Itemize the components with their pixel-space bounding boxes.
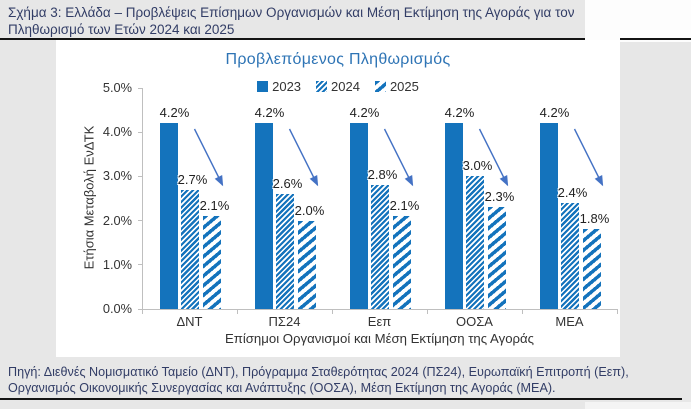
bar-2024-ΔΝΤ bbox=[181, 190, 199, 309]
bar-2024-Εεπ bbox=[371, 185, 389, 309]
bar-2024-ΜΕΑ bbox=[561, 203, 579, 309]
category-label-ΠΣ24: ΠΣ24 bbox=[268, 314, 301, 329]
value-label-2025-Εεπ: 2.1% bbox=[389, 198, 420, 214]
bar-2023-Εεπ bbox=[350, 123, 368, 309]
y-tick bbox=[138, 132, 142, 133]
caption-rule-right-segment bbox=[620, 38, 691, 40]
chart-panel bbox=[56, 40, 620, 357]
trend-arrow-ΜΕΑ bbox=[575, 129, 603, 185]
bar-2025-ΜΕΑ bbox=[583, 229, 601, 309]
value-label-2024-ΜΕΑ: 2.4% bbox=[557, 184, 588, 200]
bar-2025-ΠΣ24 bbox=[298, 221, 316, 309]
top-right-white-patch bbox=[585, 0, 691, 42]
y-tick-label: 4.0% bbox=[102, 124, 132, 140]
value-label-2024-ΔΝΤ: 2.7% bbox=[177, 171, 208, 187]
y-tick-label: 1.0% bbox=[102, 256, 132, 272]
y-tick-label: 0.0% bbox=[102, 301, 132, 316]
category-label-ΔΝΤ: ΔΝΤ bbox=[176, 314, 203, 329]
value-label-2024-ΠΣ24: 2.6% bbox=[272, 176, 303, 192]
bar-2025-Εεπ bbox=[393, 216, 411, 309]
category-label-ΜΕΑ: ΜΕΑ bbox=[555, 314, 584, 329]
bottom-right-patch bbox=[585, 402, 691, 409]
value-label-2023-Εεπ: 4.2% bbox=[349, 105, 380, 121]
value-label-2023-ΜΕΑ: 4.2% bbox=[539, 105, 570, 121]
bar-2024-ΠΣ24 bbox=[276, 194, 294, 309]
trend-arrow-ΟΟΣΑ bbox=[480, 129, 508, 185]
value-label-2024-ΟΟΣΑ: 3.0% bbox=[462, 158, 493, 174]
bar-2023-ΔΝΤ bbox=[160, 123, 178, 309]
legend-label-2023: 2023 bbox=[272, 79, 302, 94]
bar-2024-ΟΟΣΑ bbox=[466, 176, 484, 309]
y-tick bbox=[138, 88, 142, 89]
bar-2023-ΟΟΣΑ bbox=[445, 123, 463, 309]
bar-2025-ΔΝΤ bbox=[203, 216, 221, 309]
value-label-2025-ΠΣ24: 2.0% bbox=[294, 202, 325, 218]
value-label-2025-ΜΕΑ: 1.8% bbox=[579, 211, 610, 227]
x-axis-title: Επίσημοι Οργανισμοί και Μέση Εκτίμηση της Αγοράς bbox=[224, 331, 535, 346]
bar-2025-ΟΟΣΑ bbox=[488, 207, 506, 309]
figure-caption-line2: Πληθωρισμό των Ετών 2024 και 2025 bbox=[8, 22, 235, 37]
y-tick bbox=[138, 176, 142, 177]
y-tick bbox=[138, 220, 142, 221]
legend-label-2025: 2025 bbox=[389, 79, 419, 94]
source-note-line1: Πηγή: Διεθνές Νομισματικό Ταμείο (ΔΝΤ), Πρόγραμμα Σταθερότητας 2024 (ΠΣ24), Ευρωπαϊκή Επιτροπή (Εεπ), bbox=[8, 365, 629, 379]
value-label-2024-Εεπ: 2.8% bbox=[367, 167, 398, 183]
y-axis-title: Ετήσια Μεταβολή ΕνΔΤΚ bbox=[81, 125, 97, 270]
bar-2023-ΠΣ24 bbox=[255, 123, 273, 309]
bar-2023-ΜΕΑ bbox=[540, 123, 558, 309]
legend-label-2024: 2024 bbox=[331, 79, 360, 94]
y-tick-label: 2.0% bbox=[102, 212, 132, 228]
category-label-ΟΟΣΑ: ΟΟΣΑ bbox=[456, 314, 493, 329]
y-tick bbox=[138, 264, 142, 265]
value-label-2023-ΔΝΤ: 4.2% bbox=[159, 105, 190, 121]
value-label-2025-ΔΝΤ: 2.1% bbox=[199, 198, 230, 214]
source-note bbox=[0, 362, 682, 400]
source-note-line2: Οργανισμός Οικονομικής Συνεργασίας και Ανάπτυξης (ΟΟΣΑ), Μέση Εκτίμηση της Αγοράς (ΜΕΑ). bbox=[8, 381, 556, 395]
value-label-2025-ΟΟΣΑ: 2.3% bbox=[484, 189, 515, 205]
value-label-2023-ΠΣ24: 4.2% bbox=[254, 105, 285, 121]
chart-title: Προβλεπόμενος Πληθωρισμός bbox=[225, 51, 451, 68]
y-tick-label: 5.0% bbox=[102, 80, 132, 95]
x-axis-line bbox=[142, 309, 618, 310]
value-label-2023-ΟΟΣΑ: 4.2% bbox=[444, 105, 475, 121]
y-tick-label: 3.0% bbox=[102, 168, 132, 184]
plot-area bbox=[142, 88, 617, 329]
figure-caption-line1: Σχήμα 3: Ελλάδα – Προβλέψεις Επίσημων Οργανισμών και Μέση Εκτίμηση της Αγοράς για τον bbox=[8, 5, 575, 20]
category-label-Εεπ: Εεπ bbox=[367, 314, 392, 329]
x-tick bbox=[617, 310, 618, 314]
